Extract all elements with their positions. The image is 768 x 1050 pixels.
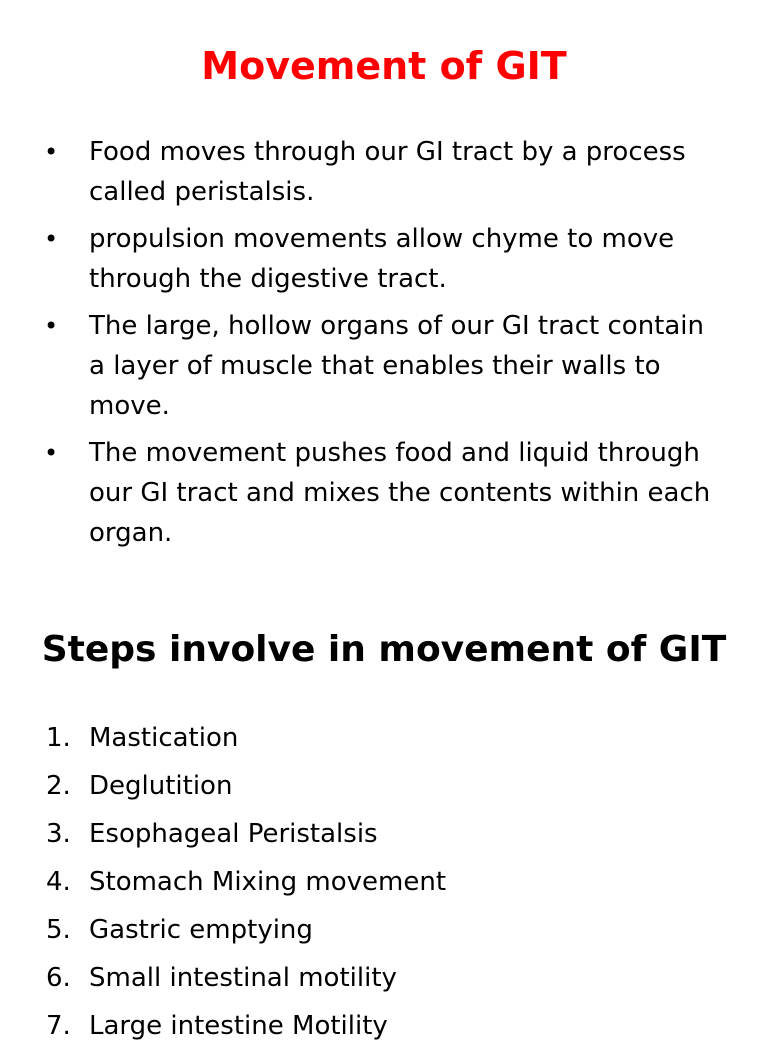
step-label: Gastric emptying [89,915,313,945]
bullet-text: The movement pushes food and liquid through our GI tract and mixes the contents within each organ. [89,438,711,548]
step-label: Stomach Mixing movement [89,867,447,897]
bullet-icon: • [44,312,59,340]
step-number: 1. [46,723,71,753]
step-number: 2. [46,771,71,801]
step-item [0,858,768,906]
step-item [0,954,768,1002]
step-label: Small intestinal motility [89,963,397,993]
step-item [0,810,768,858]
step-number: 6. [46,963,71,993]
step-label: Esophageal Peristalsis [89,819,378,849]
bullet-icon: • [44,439,59,467]
step-number: 7. [46,1011,71,1041]
bullet-icon: • [44,138,59,166]
step-number: 5. [46,915,71,945]
step-item [0,714,768,762]
step-item [0,762,768,810]
bullet-item [0,433,768,553]
bullet-item [0,132,768,212]
bullet-text: propulsion movements allow chyme to move through the digestive tract. [89,224,675,294]
steps-list [0,714,768,1050]
section-heading: Steps involve in movement of GIT [41,629,727,670]
step-item [0,1002,768,1050]
step-label: Deglutition [89,771,233,801]
bullet-text: Food moves through our GI tract by a process called peristalsis. [89,137,686,207]
step-label: Large intestine Motility [89,1011,388,1041]
step-number: 3. [46,819,71,849]
bullet-item [0,219,768,299]
bullet-icon: • [44,225,59,253]
slide-title: Movement of GIT [201,44,567,88]
step-label: Mastication [89,723,239,753]
bullet-list [0,132,768,560]
step-item [0,906,768,954]
step-number: 4. [46,867,71,897]
bullet-item [0,306,768,426]
bullet-text: The large, hollow organs of our GI tract contain a layer of muscle that enables their walls to move. [89,311,704,421]
